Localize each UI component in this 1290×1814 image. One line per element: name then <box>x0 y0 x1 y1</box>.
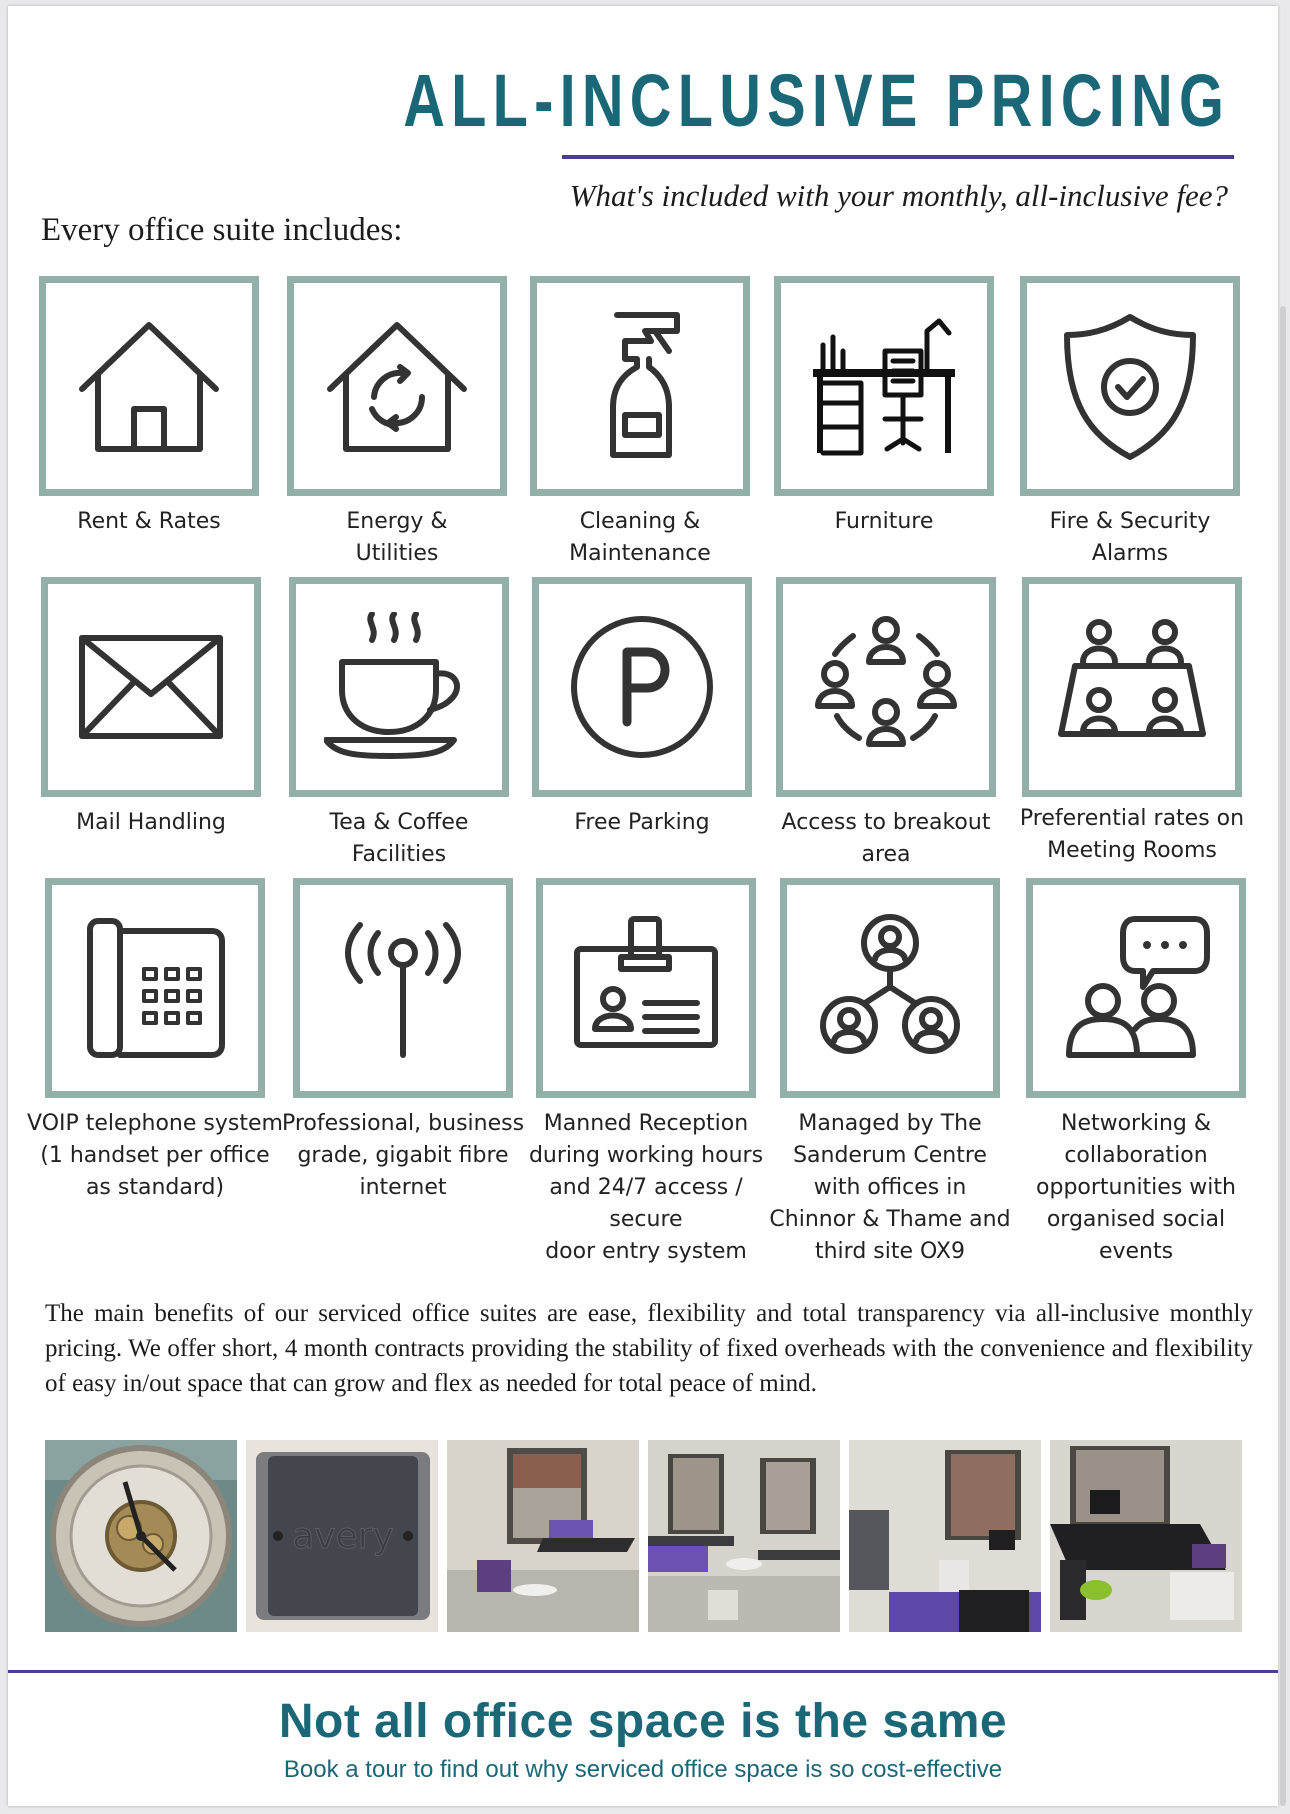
feature-caption: Mail Handling <box>76 810 226 835</box>
feature-caption: Preferential rates on Meeting Rooms <box>1019 806 1245 863</box>
footer-divider <box>8 1670 1278 1673</box>
feature-caption: Tea & Coffee Facilities <box>329 810 469 867</box>
footer-headline: Not all office space is the same <box>278 1695 1008 1748</box>
feature-caption: Energy & Utilities <box>346 509 448 566</box>
feature-tile <box>530 276 750 496</box>
avery-sign-photo <box>246 1440 438 1632</box>
feature-caption: Furniture <box>834 509 934 534</box>
feature-caption: Free Parking <box>574 810 710 835</box>
feature-caption: Professional, business grade, gigabit fibre internet <box>281 1111 525 1200</box>
coffee-cup-icon <box>324 612 474 762</box>
feature-caption: VOIP telephone system (1 handset per office as standard) <box>27 1111 283 1200</box>
brochure-page <box>8 6 1278 1806</box>
chat-people-icon <box>1061 913 1211 1063</box>
feature-tile <box>780 878 1000 1098</box>
wall-clock-photo <box>45 1440 237 1632</box>
house-icon <box>74 311 224 461</box>
office-desk-icon <box>809 311 959 461</box>
envelope-icon <box>76 612 226 762</box>
feature-caption: Rent & Rates <box>77 509 221 534</box>
feature-tile <box>774 276 994 496</box>
intro-text: Every office suite includes: <box>41 212 403 248</box>
parking-icon <box>567 612 717 762</box>
scrollbar[interactable] <box>1280 306 1286 1806</box>
feature-caption: Networking & collaboration opportunities with organised social events <box>1036 1111 1236 1264</box>
avery-sign-text: avery <box>292 1516 394 1557</box>
feature-tile <box>1020 276 1240 496</box>
office-photo-2 <box>648 1440 840 1632</box>
network-people-icon <box>815 913 965 1063</box>
energy-house-icon <box>322 311 472 461</box>
page-title: ALL-INCLUSIVE PRICING <box>403 59 1230 142</box>
feature-tile <box>289 577 509 797</box>
people-circle-icon <box>811 612 961 762</box>
office-photo-4 <box>1050 1440 1242 1632</box>
id-badge-icon <box>571 913 721 1063</box>
feature-caption: Manned Reception during working hours and 24/7 access / secure door entry system <box>528 1111 764 1264</box>
page-subtitle: What's included with your monthly, all-inclusive fee? <box>569 178 1228 213</box>
feature-tile <box>39 276 259 496</box>
feature-tile <box>41 577 261 797</box>
title-divider <box>562 155 1234 159</box>
shield-check-icon <box>1055 311 1205 461</box>
feature-tile <box>1026 878 1246 1098</box>
footer-subtext: Book a tour to find out why serviced office space is so cost-effective <box>283 1756 1003 1783</box>
feature-tile <box>293 878 513 1098</box>
feature-tile <box>1022 577 1242 797</box>
feature-tile <box>536 878 756 1098</box>
feature-tile <box>776 577 996 797</box>
antenna-icon <box>328 913 478 1063</box>
feature-caption: Access to breakout area <box>781 810 991 867</box>
spray-bottle-icon <box>565 311 715 461</box>
feature-tile <box>287 276 507 496</box>
meeting-table-icon <box>1057 612 1207 762</box>
feature-tile <box>532 577 752 797</box>
desk-phone-icon <box>80 913 230 1063</box>
office-photo-3 <box>849 1440 1041 1632</box>
benefits-paragraph: The main benefits of our serviced office suites are ease, flexibility and total transparency via all-inclusive monthly pricing. We offer short, 4 month contracts providing the stability of fixed overheads with the convenience and flexibility of easy in/out space that can grow and flex as needed for total peace of mind. <box>45 1300 1253 1397</box>
feature-caption: Managed by The Sanderum Centre with offices in Chinnor & Thame and third site OX9 <box>769 1111 1011 1264</box>
feature-caption: Fire & Security Alarms <box>1049 509 1211 566</box>
feature-caption: Cleaning & Maintenance <box>569 509 711 566</box>
office-photo-1 <box>447 1440 639 1632</box>
feature-tile <box>45 878 265 1098</box>
